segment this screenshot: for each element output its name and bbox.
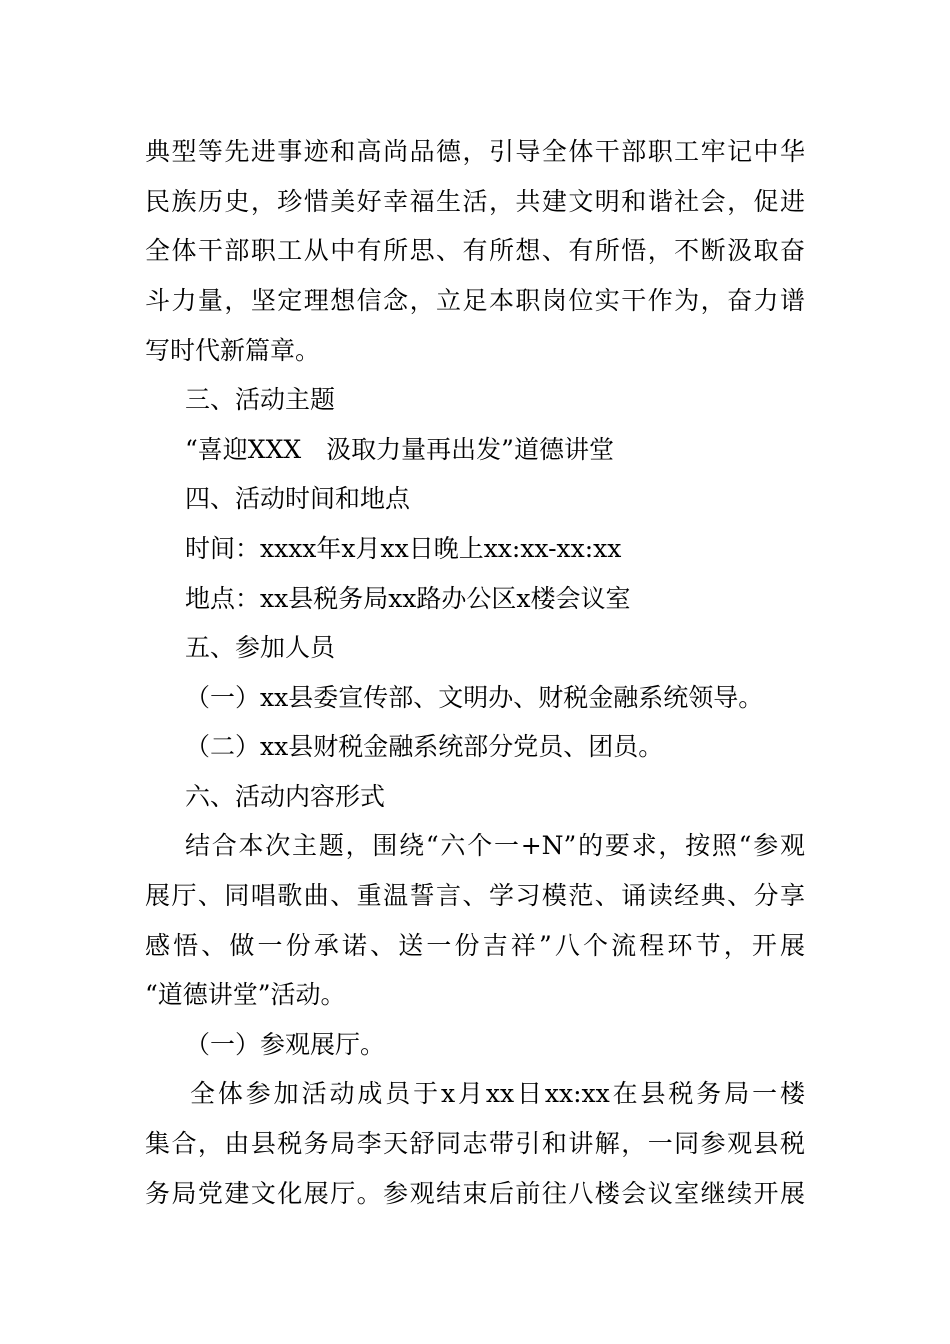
participants-item-1: （一）xx县委宣传部、文明办、财税金融系统领导。: [185, 683, 764, 712]
body-line-4: 斗力量，坚定理想信念，立足本职岗位实干作为，奋力谱: [145, 286, 805, 315]
content-line-1: 结合本次主题，围绕“六个一+N”的要求，按照“参观: [185, 831, 805, 860]
subsection-heading-exhibition: （一）参观展厅。: [185, 1030, 386, 1059]
exhibition-line-2: 集合，由县税务局李天舒同志带引和讲解，一同参观县税: [145, 1129, 805, 1158]
content-line-4: “道德讲堂”活动。: [145, 980, 346, 1009]
body-line-3: 全体干部职工从中有所思、有所想、有所悟，不断汲取奋: [145, 236, 805, 265]
section-heading-participants: 五、参加人员: [185, 633, 336, 662]
theme-title: “喜迎XXX 汲取力量再出发”道德讲堂: [185, 435, 614, 464]
exhibition-line-1: 全体参加活动成员于x月xx日xx:xx在县税务局一楼: [190, 1079, 805, 1108]
section-heading-theme: 三、活动主题: [185, 385, 336, 414]
body-line-5: 写时代新篇章。: [145, 336, 321, 365]
participants-item-2: （二）xx县财税金融系统部分党员、团员。: [185, 732, 664, 761]
section-heading-content-form: 六、活动内容形式: [185, 782, 386, 811]
event-time: 时间：xxxx年x月xx日晚上xx:xx-xx:xx: [185, 534, 622, 563]
content-line-3: 感悟、做一份承诺、送一份吉祥”八个流程环节，开展: [145, 931, 805, 960]
event-location: 地点：xx县税务局xx路办公区x楼会议室: [185, 584, 631, 613]
body-line-1: 典型等先进事迹和高尚品德，引导全体干部职工牢记中华: [145, 137, 805, 166]
section-heading-time-place: 四、活动时间和地点: [185, 484, 411, 513]
body-line-2: 民族历史，珍惜美好幸福生活，共建文明和谐社会，促进: [145, 187, 805, 216]
exhibition-line-3: 务局党建文化展厅。参观结束后前往八楼会议室继续开展: [145, 1179, 805, 1208]
content-line-2: 展厅、同唱歌曲、重温誓言、学习模范、诵读经典、分享: [145, 881, 805, 910]
